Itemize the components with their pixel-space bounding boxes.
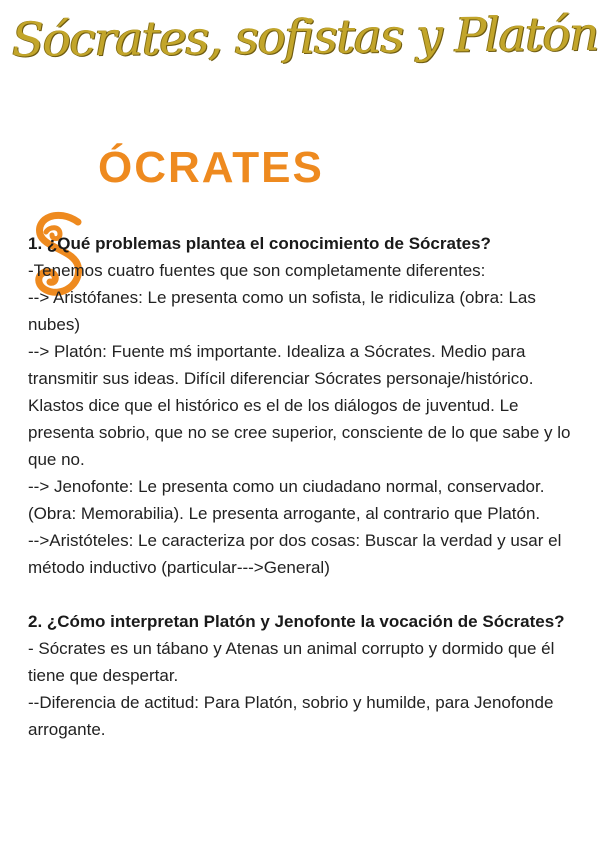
answer-line: --Diferencia de actitud: Para Platón, sobrio y humilde, para Jenofonde arrogante. [28, 693, 554, 739]
spacer [28, 581, 580, 608]
answer-line: --> Aristófanes: Le presenta como un sofista, le ridiculiza (obra: Las nubes) [28, 288, 536, 334]
answer-line: - Sócrates es un tábano y Atenas un animal corrupto y dormido que él tiene que despertar. [28, 639, 555, 685]
question-1: 1. ¿Qué problemas plantea el conocimiento de Sócrates? [28, 234, 491, 253]
page-title: Sócrates, sofistas y Platón [11, 6, 599, 68]
question-2: 2. ¿Cómo interpretan Platón y Jenofonte la vocación de Sócrates? [28, 612, 565, 631]
answer-line: -->Aristóteles: Le caracteriza por dos cosas: Buscar la verdad y usar el método inductivo (particular--->General) [28, 531, 562, 577]
section-title-text: ÓCRATES [98, 143, 324, 192]
answer-line: -Tenemos cuatro fuentes que son completamente diferentes: [28, 261, 486, 280]
notes-content [28, 230, 580, 743]
section-title [28, 104, 324, 204]
answer-line: --> Jenofonte: Le presenta como un ciudadano normal, conservador. (Obra: Memorabilia). Le presenta arrogante, al contrario que Platón. [28, 477, 545, 523]
answer-line: --> Platón: Fuente mś importante. Idealiza a Sócrates. Medio para transmitir sus ideas. Difícil diferenciar Sócrates personaje/histórico. Klastos dice que el histórico es el de los diálogos de juventud. Le presenta sobrio, que no se cree superior, consciente de lo que sabe y lo que no. [28, 342, 571, 469]
